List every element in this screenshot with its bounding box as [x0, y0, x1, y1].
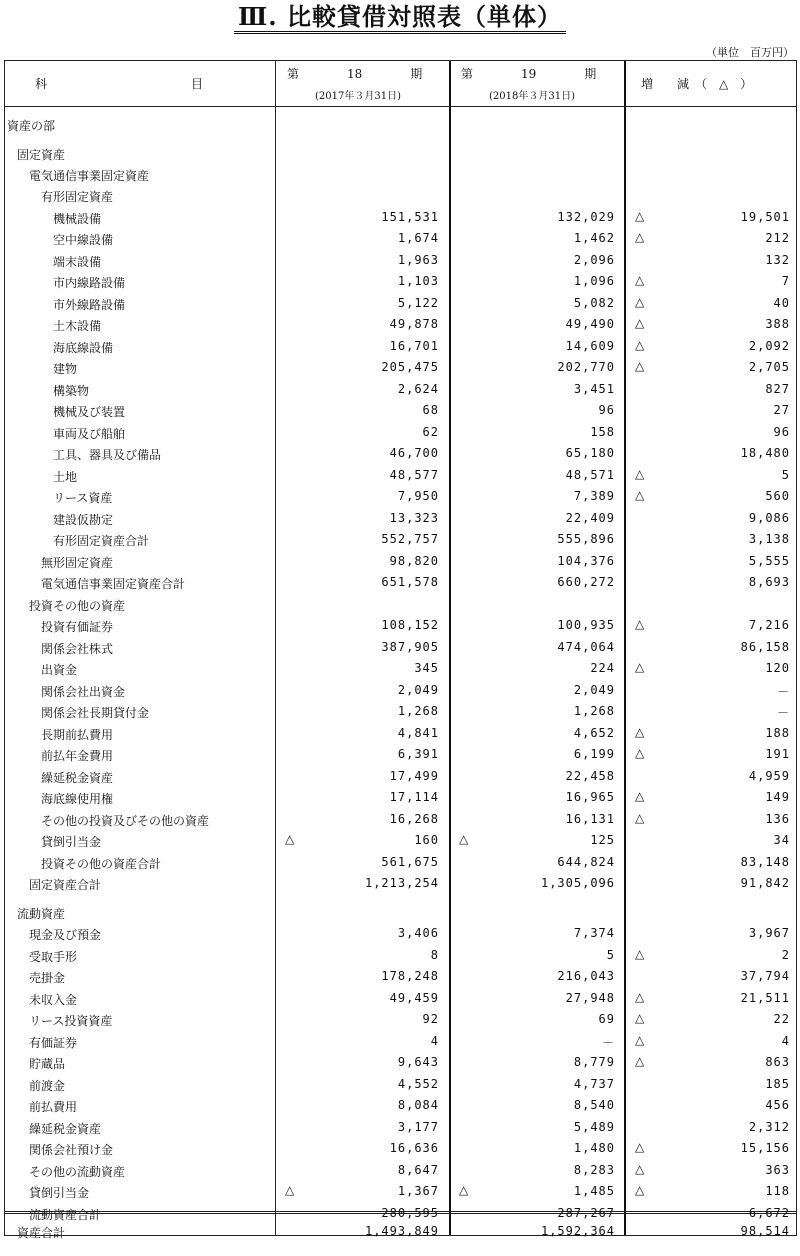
table-row	[5, 379, 796, 401]
negative-marker-icon: △	[635, 359, 645, 373]
change-value: 9,086	[748, 511, 790, 525]
change-value: 4	[781, 1034, 790, 1048]
change-value: 18,480	[740, 446, 790, 460]
period-19-value: 100,935	[557, 618, 615, 632]
period-18-value: 49,459	[389, 991, 439, 1005]
negative-marker-icon: △	[635, 295, 645, 309]
table-row	[5, 572, 796, 594]
table-row	[5, 1095, 796, 1117]
header-period-19: 第 19 期	[461, 67, 597, 81]
table-row	[5, 228, 796, 250]
negative-marker-icon: △	[635, 811, 645, 825]
change-value: 8,693	[748, 575, 790, 589]
negative-marker-icon: △	[285, 1183, 295, 1197]
period-19-value: 224	[590, 661, 615, 675]
period-18-value: 108,152	[381, 618, 439, 632]
period-18-value: 1,268	[397, 704, 439, 718]
row-label: 繰延税金資産	[29, 1122, 102, 1136]
change-value: 5	[781, 468, 790, 482]
period-18-value: 2,049	[397, 683, 439, 697]
table-row	[5, 465, 796, 487]
change-value: 118	[765, 1184, 790, 1198]
period-18-value: 552,757	[381, 532, 439, 546]
table-row	[5, 508, 796, 530]
period-19-value: 1,462	[573, 231, 615, 245]
negative-marker-icon: △	[635, 617, 645, 631]
table-row	[5, 143, 796, 165]
period-18-value: 17,114	[389, 790, 439, 804]
row-label: 前払年金費用	[41, 749, 114, 763]
table-row	[5, 658, 796, 680]
row-label: 繰延税金資産	[41, 771, 114, 785]
period-19-value: 125	[590, 833, 615, 847]
row-label: 端末設備	[53, 255, 102, 269]
period-19-value: 8,540	[573, 1098, 615, 1112]
change-value: 3,967	[748, 926, 790, 940]
negative-marker-icon: △	[635, 1033, 645, 1047]
table-row	[5, 902, 796, 924]
period-18-value: 62	[422, 425, 439, 439]
negative-marker-icon: △	[635, 1183, 645, 1197]
table-row	[5, 114, 796, 136]
row-label: 現金及び預金	[29, 928, 102, 942]
row-label: 電気通信事業固定資産	[29, 169, 150, 183]
row-label: 機械設備	[53, 212, 102, 226]
change-value: 456	[765, 1098, 790, 1112]
period-19-value: 1,485	[573, 1184, 615, 1198]
period-19-value: 22,409	[565, 511, 615, 525]
row-label: 未収入金	[29, 993, 78, 1007]
period-18-value: 4,841	[397, 726, 439, 740]
change-value: 34	[773, 833, 790, 847]
header-account: 科 目	[35, 77, 204, 91]
period-19-value: 2,096	[573, 253, 615, 267]
change-value: 388	[765, 317, 790, 331]
period-18-value: 1,963	[397, 253, 439, 267]
header-period-19-date: (2018年３月31日)	[489, 91, 575, 102]
row-label: 固定資産	[17, 148, 66, 162]
row-label: 流動資産合計	[29, 1208, 102, 1222]
row-label: 有価証券	[29, 1036, 78, 1050]
negative-marker-icon: △	[635, 1011, 645, 1025]
table-row	[5, 185, 796, 207]
period-19-value: 7,374	[573, 926, 615, 940]
table-row	[5, 1181, 796, 1203]
period-18-value: 1,674	[397, 231, 439, 245]
period-18-value: 13,323	[389, 511, 439, 525]
period-18-value: 1,493,849	[364, 1224, 439, 1238]
period-19-value: 8,283	[573, 1163, 615, 1177]
row-label: 投資その他の資産合計	[41, 857, 162, 871]
negative-marker-icon: △	[635, 660, 645, 674]
period-19-value: 5,082	[573, 296, 615, 310]
row-label: 出資金	[41, 663, 78, 677]
period-19-value: 69	[598, 1012, 615, 1026]
period-18-value: 48,577	[389, 468, 439, 482]
period-19-value: 474,064	[557, 640, 615, 654]
period-19-value: 2,049	[573, 683, 615, 697]
change-value: 120	[765, 661, 790, 675]
change-value: 363	[765, 1163, 790, 1177]
table-row	[5, 314, 796, 336]
table-row	[5, 336, 796, 358]
row-label: 土地	[53, 470, 78, 484]
period-19-value: 158	[590, 425, 615, 439]
period-19-value: 1,480	[573, 1141, 615, 1155]
negative-marker-icon: △	[459, 832, 469, 846]
period-19-value: 132,029	[557, 210, 615, 224]
row-label: 流動資産	[17, 907, 66, 921]
negative-marker-icon: △	[635, 725, 645, 739]
period-19-value: 48,571	[565, 468, 615, 482]
row-label: 貯蔵品	[29, 1057, 66, 1071]
header-change: 増 減 （ △ ）	[641, 77, 753, 91]
negative-marker-icon: △	[635, 316, 645, 330]
change-value: 149	[765, 790, 790, 804]
row-label: 長期前払費用	[41, 728, 114, 742]
row-label: 固定資産合計	[29, 878, 102, 892]
row-label: 機械及び装置	[53, 405, 126, 419]
table-row	[5, 486, 796, 508]
period-19-value: 5	[606, 948, 615, 962]
table-row	[5, 250, 796, 272]
negative-marker-icon: △	[635, 746, 645, 760]
period-19-value: 1,268	[573, 704, 615, 718]
change-value: 5,555	[748, 554, 790, 568]
row-label: 工具、器具及び備品	[53, 448, 162, 462]
table-row	[5, 1031, 796, 1053]
change-value: 91,842	[740, 876, 790, 890]
row-label: 資産合計	[17, 1226, 66, 1240]
change-value: 2,092	[748, 339, 790, 353]
period-19-value: 7,389	[573, 489, 615, 503]
period-19-value: 96	[598, 403, 615, 417]
row-label: 市内線路設備	[53, 276, 126, 290]
negative-marker-icon: △	[635, 1054, 645, 1068]
header-period-18: 第 18 期	[287, 67, 423, 81]
period-19-value: 14,609	[565, 339, 615, 353]
negative-marker-icon: △	[459, 1183, 469, 1197]
table-row	[5, 852, 796, 874]
table-row	[5, 1138, 796, 1160]
change-value: 3,138	[748, 532, 790, 546]
row-label: 土木設備	[53, 319, 102, 333]
header-period-18-date: (2017年３月31日)	[315, 91, 401, 102]
row-label: 前渡金	[29, 1079, 66, 1093]
change-value: 27	[773, 403, 790, 417]
period-18-value: 46,700	[389, 446, 439, 460]
change-value: 136	[765, 812, 790, 826]
period-19-value: 660,272	[557, 575, 615, 589]
period-19-value: 27,948	[565, 991, 615, 1005]
row-label: リース資産	[53, 491, 113, 505]
table-row	[5, 551, 796, 573]
period-18-value: 151,531	[381, 210, 439, 224]
row-label: 関係会社出資金	[41, 685, 126, 699]
change-value: 863	[765, 1055, 790, 1069]
period-18-value: 2,624	[397, 382, 439, 396]
period-19-value: 4,737	[573, 1077, 615, 1091]
period-18-value: 16,268	[389, 812, 439, 826]
period-19-value: 65,180	[565, 446, 615, 460]
row-label: 貸倒引当金	[29, 1186, 90, 1200]
change-value: 191	[765, 747, 790, 761]
period-19-value: 16,131	[565, 812, 615, 826]
table-row	[5, 966, 796, 988]
table-row	[5, 809, 796, 831]
period-19-value: 6,199	[573, 747, 615, 761]
change-value: －	[776, 685, 790, 699]
period-18-value: 178,248	[381, 969, 439, 983]
change-value: 22	[773, 1012, 790, 1026]
negative-marker-icon: △	[285, 832, 295, 846]
row-label: 市外線路設備	[53, 298, 126, 312]
period-18-value: 4	[430, 1034, 439, 1048]
table-row	[5, 271, 796, 293]
period-19-value: 49,490	[565, 317, 615, 331]
change-value: 2,312	[748, 1120, 790, 1134]
unit-note: （単位 百万円）	[706, 46, 794, 59]
balance-sheet-table	[4, 60, 797, 1240]
period-18-value: 16,636	[389, 1141, 439, 1155]
change-value: 96	[773, 425, 790, 439]
change-value: 4,959	[748, 769, 790, 783]
table-row	[5, 1117, 796, 1139]
negative-marker-icon: △	[635, 273, 645, 287]
table-row	[5, 422, 796, 444]
period-18-value: 345	[414, 661, 439, 675]
table-row	[5, 830, 796, 852]
change-value: 86,158	[740, 640, 790, 654]
period-18-value: 205,475	[381, 360, 439, 374]
row-label: 空中線設備	[53, 233, 114, 247]
change-value: 560	[765, 489, 790, 503]
period-19-value: 3,451	[573, 382, 615, 396]
change-value: 185	[765, 1077, 790, 1091]
period-18-value: 3,406	[397, 926, 439, 940]
change-value: 40	[773, 296, 790, 310]
period-19-value: 5,489	[573, 1120, 615, 1134]
period-18-value: 9,643	[397, 1055, 439, 1069]
period-19-value: 104,376	[557, 554, 615, 568]
row-label: 関係会社長期貸付金	[41, 706, 150, 720]
change-value: 6,672	[748, 1206, 790, 1220]
row-label: 電気通信事業固定資産合計	[41, 577, 186, 591]
change-value: 98,514	[740, 1224, 790, 1238]
row-label: 投資その他の資産	[29, 599, 126, 613]
negative-marker-icon: △	[635, 1140, 645, 1154]
period-18-value: 1,103	[397, 274, 439, 288]
row-label: 受取手形	[29, 950, 78, 964]
period-18-value: 8,647	[397, 1163, 439, 1177]
row-label: 車両及び船舶	[53, 427, 126, 441]
period-18-value: 3,177	[397, 1120, 439, 1134]
table-row	[5, 744, 796, 766]
table-row	[5, 1009, 796, 1031]
row-label: 無形固定資産	[41, 556, 114, 570]
table-row	[5, 701, 796, 723]
row-label: 建設仮勘定	[53, 513, 114, 527]
negative-marker-icon: △	[635, 209, 645, 223]
period-18-value: 68	[422, 403, 439, 417]
negative-marker-icon: △	[635, 230, 645, 244]
period-19-value: 22,458	[565, 769, 615, 783]
period-18-value: 387,905	[381, 640, 439, 654]
table-row	[5, 1052, 796, 1074]
period-18-value: 561,675	[381, 855, 439, 869]
table-row	[5, 357, 796, 379]
change-value: 83,148	[740, 855, 790, 869]
change-value: 7	[781, 274, 790, 288]
table-row	[5, 594, 796, 616]
page-title: Ⅲ. 比較貸借対照表（単体）	[0, 2, 800, 34]
table-row	[5, 680, 796, 702]
period-19-value: 16,965	[565, 790, 615, 804]
table-row	[5, 207, 796, 229]
negative-marker-icon: △	[635, 789, 645, 803]
row-label: 投資有価証券	[41, 620, 114, 634]
table-row	[5, 400, 796, 422]
period-18-value: 98,820	[389, 554, 439, 568]
row-label: 構築物	[53, 384, 90, 398]
change-value: 19,501	[740, 210, 790, 224]
period-19-value: 555,896	[557, 532, 615, 546]
table-row	[5, 1160, 796, 1182]
period-18-value: 5,122	[397, 296, 439, 310]
table-row	[5, 164, 796, 186]
change-value: 37,794	[740, 969, 790, 983]
period-19-value: 287,267	[557, 1206, 615, 1220]
period-19-value: 8,779	[573, 1055, 615, 1069]
period-18-value: 1,367	[397, 1184, 439, 1198]
period-18-value: 6,391	[397, 747, 439, 761]
change-value: 2,705	[748, 360, 790, 374]
change-value: －	[776, 706, 790, 720]
table-row	[5, 945, 796, 967]
row-label: 資産の部	[7, 119, 56, 133]
row-label: リース投資資産	[29, 1014, 113, 1028]
negative-marker-icon: △	[635, 947, 645, 961]
period-18-value: 8,084	[397, 1098, 439, 1112]
change-value: 7,216	[748, 618, 790, 632]
negative-marker-icon: △	[635, 488, 645, 502]
change-value: 15,156	[740, 1141, 790, 1155]
period-18-value: 49,878	[389, 317, 439, 331]
period-18-value: 7,950	[397, 489, 439, 503]
table-row	[5, 787, 796, 809]
change-value: 21,511	[740, 991, 790, 1005]
period-18-value: 4,552	[397, 1077, 439, 1091]
table-row	[5, 637, 796, 659]
negative-marker-icon: △	[635, 1162, 645, 1176]
table-row	[5, 988, 796, 1010]
row-label: 海底線使用権	[41, 792, 114, 806]
change-value: 188	[765, 726, 790, 740]
change-value: 212	[765, 231, 790, 245]
row-label: 関係会社預け金	[29, 1143, 114, 1157]
period-19-value: 1,096	[573, 274, 615, 288]
table-row	[5, 873, 796, 895]
row-label: 売掛金	[29, 971, 66, 985]
change-value: 2	[781, 948, 790, 962]
period-18-value: 651,578	[381, 575, 439, 589]
negative-marker-icon: △	[635, 338, 645, 352]
period-18-value: 8	[430, 948, 439, 962]
table-row	[5, 1074, 796, 1096]
period-18-value: 160	[414, 833, 439, 847]
table-row	[5, 723, 796, 745]
row-label: その他の投資及びその他の資産	[41, 814, 210, 828]
row-label: 建物	[53, 362, 78, 376]
row-label: 前払費用	[29, 1100, 78, 1114]
row-label: 貸倒引当金	[41, 835, 102, 849]
period-18-value: 92	[422, 1012, 439, 1026]
table-row	[5, 923, 796, 945]
period-19-value: 1,592,364	[540, 1224, 615, 1238]
negative-marker-icon: △	[635, 467, 645, 481]
table-row	[5, 766, 796, 788]
table-row	[5, 443, 796, 465]
header-divider	[5, 106, 796, 107]
table-row	[5, 1221, 796, 1243]
period-18-value: 1,213,254	[364, 876, 439, 890]
negative-marker-icon: △	[635, 990, 645, 1004]
period-19-value: 644,824	[557, 855, 615, 869]
change-value: 132	[765, 253, 790, 267]
period-19-value: 216,043	[557, 969, 615, 983]
period-19-value: 4,652	[573, 726, 615, 740]
row-label: その他の流動資産	[29, 1165, 126, 1179]
period-18-value: 280,595	[381, 1206, 439, 1220]
period-19-value: 202,770	[557, 360, 615, 374]
period-18-value: 16,701	[389, 339, 439, 353]
change-value: 827	[765, 382, 790, 396]
period-18-value: 17,499	[389, 769, 439, 783]
period-19-value: 1,305,096	[540, 876, 615, 890]
table-row	[5, 529, 796, 551]
period-19-value: －	[601, 1036, 615, 1050]
row-label: 関係会社株式	[41, 642, 114, 656]
row-label: 海底線設備	[53, 341, 114, 355]
row-label: 有形固定資産	[41, 190, 114, 204]
table-row	[5, 293, 796, 315]
table-row	[5, 615, 796, 637]
row-label: 有形固定資産合計	[53, 534, 150, 548]
